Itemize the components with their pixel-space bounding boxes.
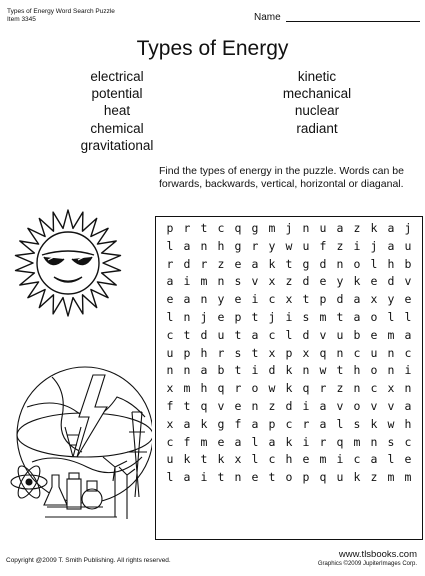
puzzle-letter[interactable]: r bbox=[234, 381, 242, 396]
puzzle-letter[interactable]: i bbox=[285, 309, 293, 324]
puzzle-letter[interactable]: k bbox=[200, 416, 208, 431]
puzzle-letter[interactable]: x bbox=[285, 292, 293, 307]
puzzle-row bbox=[156, 309, 422, 327]
puzzle-letter[interactable]: g bbox=[217, 416, 225, 431]
puzzle-letter[interactable]: s bbox=[302, 309, 310, 324]
puzzle-letter[interactable]: x bbox=[268, 345, 276, 360]
puzzle-letter[interactable]: z bbox=[370, 470, 378, 485]
puzzle-letter[interactable]: a bbox=[387, 238, 395, 253]
puzzle-letter[interactable]: b bbox=[217, 363, 225, 378]
puzzle-letter[interactable]: c bbox=[353, 345, 361, 360]
puzzle-row bbox=[156, 434, 422, 452]
puzzle-letter[interactable]: a bbox=[370, 452, 378, 467]
puzzle-letter[interactable]: d bbox=[285, 398, 293, 413]
puzzle-letter[interactable]: c bbox=[268, 292, 276, 307]
puzzle-letter[interactable]: n bbox=[251, 398, 259, 413]
page-title: Types of Energy bbox=[136, 37, 289, 60]
puzzle-letter[interactable]: q bbox=[217, 381, 225, 396]
puzzle-letter[interactable]: m bbox=[268, 221, 276, 235]
puzzle-letter[interactable]: i bbox=[183, 274, 191, 289]
puzzle-letter[interactable]: t bbox=[217, 470, 225, 485]
puzzle-letter[interactable]: p bbox=[268, 416, 276, 431]
puzzle-letter[interactable]: p bbox=[234, 309, 242, 324]
puzzle-letter[interactable]: h bbox=[200, 381, 208, 396]
puzzle-letter[interactable]: z bbox=[285, 274, 293, 289]
puzzle-letter[interactable]: q bbox=[319, 345, 327, 360]
puzzle-letter[interactable]: y bbox=[217, 292, 225, 307]
puzzle-letter[interactable]: t bbox=[234, 363, 242, 378]
puzzle-letter[interactable]: v bbox=[217, 398, 225, 413]
puzzle-letter[interactable]: r bbox=[217, 345, 225, 360]
puzzle-letter[interactable]: e bbox=[166, 292, 174, 307]
puzzle-letter[interactable]: z bbox=[336, 238, 344, 253]
puzzle-letter[interactable]: h bbox=[217, 238, 225, 253]
puzzle-letter[interactable]: a bbox=[183, 292, 191, 307]
puzzle-letter[interactable]: t bbox=[285, 256, 293, 271]
energy-word: gravitational bbox=[80, 137, 154, 153]
puzzle-letter[interactable]: h bbox=[285, 452, 293, 467]
puzzle-letter[interactable]: a bbox=[183, 238, 191, 253]
puzzle-letter[interactable]: o bbox=[285, 470, 293, 485]
puzzle-letter[interactable]: n bbox=[200, 292, 208, 307]
puzzle-letter[interactable]: r bbox=[319, 434, 327, 449]
puzzle-letter[interactable]: x bbox=[166, 416, 174, 431]
puzzle-row bbox=[156, 416, 422, 434]
puzzle-letter[interactable]: n bbox=[183, 363, 191, 378]
puzzle-letter[interactable]: m bbox=[183, 381, 191, 396]
puzzle-letter[interactable]: e bbox=[234, 292, 242, 307]
puzzle-letter[interactable]: c bbox=[217, 221, 225, 235]
puzzle-letter[interactable]: a bbox=[353, 292, 361, 307]
puzzle-letter[interactable]: n bbox=[387, 363, 395, 378]
energy-word: heat bbox=[103, 103, 131, 119]
puzzle-letter[interactable]: u bbox=[370, 345, 378, 360]
puzzle-letter[interactable]: c bbox=[404, 434, 412, 449]
puzzle-letter[interactable]: a bbox=[251, 256, 259, 271]
puzzle-letter[interactable]: n bbox=[302, 363, 310, 378]
puzzle-letter[interactable]: j bbox=[285, 221, 293, 235]
puzzle-letter[interactable]: s bbox=[353, 416, 361, 431]
puzzle-letter[interactable]: u bbox=[336, 470, 344, 485]
puzzle-letter[interactable]: p bbox=[166, 221, 174, 235]
puzzle-letter[interactable]: n bbox=[336, 345, 344, 360]
puzzle-letter[interactable]: k bbox=[285, 434, 293, 449]
puzzle-letter[interactable]: q bbox=[336, 434, 344, 449]
puzzle-letter[interactable]: l bbox=[166, 238, 174, 253]
puzzle-letter[interactable]: u bbox=[166, 452, 174, 467]
puzzle-letter[interactable]: a bbox=[319, 416, 327, 431]
puzzle-letter[interactable]: e bbox=[370, 274, 378, 289]
puzzle-row bbox=[156, 380, 422, 398]
copyright: Copyright @2009 T. Smith Publishing. All rights reserved. bbox=[6, 557, 171, 564]
puzzle-letter[interactable]: c bbox=[268, 327, 276, 342]
puzzle-letter[interactable]: y bbox=[268, 238, 276, 253]
puzzle-row bbox=[156, 327, 422, 345]
puzzle-letter[interactable]: v bbox=[387, 398, 395, 413]
puzzle-letter[interactable]: k bbox=[285, 381, 293, 396]
puzzle-letter[interactable]: f bbox=[319, 238, 327, 253]
puzzle-letter[interactable]: n bbox=[353, 381, 361, 396]
puzzle-letter[interactable]: c bbox=[166, 434, 174, 449]
puzzle-letter[interactable]: m bbox=[353, 434, 361, 449]
puzzle-letter[interactable]: y bbox=[387, 292, 395, 307]
puzzle-letter[interactable]: a bbox=[166, 274, 174, 289]
puzzle-letter[interactable]: d bbox=[200, 327, 208, 342]
puzzle-letter[interactable]: e bbox=[404, 292, 412, 307]
puzzle-letter[interactable]: f bbox=[183, 434, 191, 449]
puzzle-letter[interactable]: k bbox=[285, 363, 293, 378]
puzzle-letter[interactable]: s bbox=[387, 434, 395, 449]
puzzle-letter[interactable]: a bbox=[234, 434, 242, 449]
puzzle-letter[interactable]: t bbox=[200, 221, 208, 235]
puzzle-letter[interactable]: r bbox=[200, 256, 208, 271]
puzzle-letter[interactable]: z bbox=[217, 256, 225, 271]
puzzle-letter[interactable]: c bbox=[404, 345, 412, 360]
puzzle-letter[interactable]: c bbox=[268, 452, 276, 467]
item-number: Item 3345 bbox=[7, 16, 36, 23]
puzzle-letter[interactable]: m bbox=[319, 309, 327, 324]
puzzle-letter[interactable]: h bbox=[200, 345, 208, 360]
puzzle-letter[interactable]: g bbox=[251, 221, 259, 235]
puzzle-letter[interactable]: p bbox=[285, 345, 293, 360]
puzzle-row bbox=[156, 273, 422, 291]
puzzle-letter[interactable]: z bbox=[353, 221, 361, 235]
puzzle-letter[interactable]: u bbox=[217, 327, 225, 342]
puzzle-letter[interactable]: i bbox=[251, 363, 259, 378]
puzzle-letter[interactable]: j bbox=[200, 309, 208, 324]
worksheet-title-small: Types of Energy Word Search Puzzle bbox=[7, 8, 115, 15]
puzzle-row bbox=[156, 291, 422, 309]
puzzle-letter[interactable]: n bbox=[183, 309, 191, 324]
puzzle-letter[interactable]: x bbox=[302, 345, 310, 360]
puzzle-letter[interactable]: c bbox=[166, 327, 174, 342]
puzzle-letter[interactable]: a bbox=[251, 327, 259, 342]
puzzle-letter[interactable]: t bbox=[251, 309, 259, 324]
puzzle-letter[interactable]: h bbox=[387, 256, 395, 271]
puzzle-letter[interactable]: b bbox=[353, 327, 361, 342]
puzzle-letter[interactable]: t bbox=[183, 327, 191, 342]
puzzle-letter[interactable]: n bbox=[166, 363, 174, 378]
puzzle-letter[interactable]: k bbox=[370, 416, 378, 431]
puzzle-letter[interactable]: i bbox=[302, 398, 310, 413]
puzzle-letter[interactable]: v bbox=[319, 327, 327, 342]
instructions: Find the types of energy in the puzzle. Words can be forwards, backwards, vertical, horizontal or diaganal. bbox=[159, 165, 404, 191]
puzzle-row bbox=[156, 398, 422, 416]
puzzle-letter[interactable]: b bbox=[404, 256, 412, 271]
puzzle-letter[interactable]: q bbox=[319, 470, 327, 485]
word-list-left bbox=[62, 68, 172, 154]
puzzle-letter[interactable]: a bbox=[183, 470, 191, 485]
puzzle-letter[interactable]: c bbox=[370, 381, 378, 396]
puzzle-letter[interactable]: f bbox=[234, 416, 242, 431]
puzzle-letter[interactable]: l bbox=[251, 434, 259, 449]
puzzle-letter[interactable]: m bbox=[404, 470, 412, 485]
energy-word: radiant bbox=[296, 120, 338, 136]
puzzle-row bbox=[156, 256, 422, 274]
puzzle-letter[interactable]: i bbox=[200, 470, 208, 485]
puzzle-letter[interactable]: v bbox=[251, 274, 259, 289]
puzzle-letter[interactable]: m bbox=[387, 327, 395, 342]
puzzle-letter[interactable]: l bbox=[404, 309, 412, 324]
puzzle-letter[interactable]: r bbox=[166, 256, 174, 271]
puzzle-letter[interactable]: a bbox=[200, 363, 208, 378]
puzzle-letter[interactable]: e bbox=[370, 327, 378, 342]
puzzle-letter[interactable]: o bbox=[353, 256, 361, 271]
puzzle-letter[interactable]: a bbox=[268, 434, 276, 449]
puzzle-letter[interactable]: u bbox=[404, 238, 412, 253]
name-label: Name bbox=[254, 12, 281, 23]
puzzle-letter[interactable]: t bbox=[302, 292, 310, 307]
puzzle-letter[interactable]: v bbox=[404, 274, 412, 289]
puzzle-letter[interactable]: p bbox=[183, 345, 191, 360]
puzzle-letter[interactable]: l bbox=[336, 416, 344, 431]
puzzle-letter[interactable]: d bbox=[319, 256, 327, 271]
puzzle-letter[interactable]: n bbox=[200, 238, 208, 253]
puzzle-letter[interactable]: g bbox=[234, 238, 242, 253]
puzzle-letter[interactable]: n bbox=[387, 345, 395, 360]
puzzle-letter[interactable]: a bbox=[353, 309, 361, 324]
puzzle-row bbox=[156, 220, 422, 238]
puzzle-letter[interactable]: r bbox=[251, 238, 259, 253]
puzzle-letter[interactable]: o bbox=[353, 398, 361, 413]
puzzle-letter[interactable]: n bbox=[234, 470, 242, 485]
puzzle-letter[interactable]: k bbox=[353, 274, 361, 289]
puzzle-letter[interactable]: t bbox=[268, 470, 276, 485]
energy-word: nuclear bbox=[294, 103, 340, 119]
puzzle-letter[interactable]: j bbox=[370, 238, 378, 253]
puzzle-letter[interactable]: a bbox=[387, 221, 395, 235]
puzzle-letter[interactable]: a bbox=[319, 398, 327, 413]
puzzle-letter[interactable]: e bbox=[217, 434, 225, 449]
puzzle-letter[interactable]: q bbox=[200, 398, 208, 413]
puzzle-letter[interactable]: u bbox=[319, 221, 327, 235]
puzzle-letter[interactable]: p bbox=[319, 292, 327, 307]
puzzle-letter[interactable]: d bbox=[302, 274, 310, 289]
puzzle-letter[interactable]: t bbox=[200, 452, 208, 467]
name-line[interactable] bbox=[286, 21, 420, 22]
puzzle-letter[interactable]: s bbox=[234, 274, 242, 289]
puzzle-letter[interactable]: a bbox=[404, 327, 412, 342]
word-search-grid bbox=[155, 216, 423, 540]
puzzle-letter[interactable]: r bbox=[302, 416, 310, 431]
puzzle-letter[interactable]: x bbox=[234, 452, 242, 467]
puzzle-letter[interactable]: d bbox=[268, 363, 276, 378]
puzzle-letter[interactable]: m bbox=[200, 434, 208, 449]
puzzle-letter[interactable]: l bbox=[387, 452, 395, 467]
puzzle-letter[interactable]: l bbox=[370, 256, 378, 271]
puzzle-letter[interactable]: t bbox=[183, 398, 191, 413]
puzzle-letter[interactable]: m bbox=[387, 470, 395, 485]
puzzle-letter[interactable]: o bbox=[251, 381, 259, 396]
puzzle-letter[interactable]: w bbox=[285, 238, 293, 253]
puzzle-letter[interactable]: p bbox=[302, 470, 310, 485]
puzzle-letter[interactable]: l bbox=[387, 309, 395, 324]
puzzle-letter[interactable]: d bbox=[302, 327, 310, 342]
puzzle-letter[interactable]: o bbox=[370, 309, 378, 324]
puzzle-letter[interactable]: v bbox=[370, 398, 378, 413]
puzzle-letter[interactable]: e bbox=[319, 274, 327, 289]
puzzle-letter[interactable]: h bbox=[353, 363, 361, 378]
puzzle-letter[interactable]: e bbox=[404, 452, 412, 467]
puzzle-letter[interactable]: x bbox=[268, 274, 276, 289]
puzzle-letter[interactable]: t bbox=[251, 345, 259, 360]
puzzle-letter[interactable]: e bbox=[217, 309, 225, 324]
puzzle-letter[interactable]: k bbox=[183, 452, 191, 467]
energy-word: electrical bbox=[90, 69, 144, 84]
puzzle-letter[interactable]: t bbox=[336, 363, 344, 378]
energy-word: kinetic bbox=[297, 69, 337, 84]
puzzle-letter[interactable]: l bbox=[285, 327, 293, 342]
puzzle-letter[interactable]: x bbox=[387, 381, 395, 396]
puzzle-letter[interactable]: k bbox=[217, 452, 225, 467]
puzzle-letter[interactable]: r bbox=[319, 381, 327, 396]
puzzle-letter[interactable]: h bbox=[404, 416, 412, 431]
puzzle-row bbox=[156, 238, 422, 256]
puzzle-letter[interactable]: e bbox=[234, 256, 242, 271]
puzzle-letter[interactable]: u bbox=[302, 238, 310, 253]
puzzle-letter[interactable]: m bbox=[319, 452, 327, 467]
puzzle-letter[interactable]: a bbox=[183, 416, 191, 431]
puzzle-letter[interactable]: c bbox=[285, 416, 293, 431]
puzzle-row bbox=[156, 469, 422, 487]
puzzle-letter[interactable]: m bbox=[200, 274, 208, 289]
puzzle-letter[interactable]: i bbox=[302, 434, 310, 449]
puzzle-letter[interactable]: d bbox=[183, 256, 191, 271]
energy-word: mechanical bbox=[282, 86, 352, 102]
puzzle-letter[interactable]: l bbox=[166, 309, 174, 324]
puzzle-row bbox=[156, 451, 422, 469]
puzzle-letter[interactable]: d bbox=[336, 292, 344, 307]
puzzle-letter[interactable]: v bbox=[336, 398, 344, 413]
sun-with-sunglasses-icon bbox=[12, 207, 124, 319]
puzzle-letter[interactable]: e bbox=[251, 470, 259, 485]
puzzle-letter[interactable]: a bbox=[336, 221, 344, 235]
puzzle-letter[interactable]: n bbox=[302, 221, 310, 235]
puzzle-letter[interactable]: n bbox=[404, 381, 412, 396]
puzzle-letter[interactable]: k bbox=[268, 256, 276, 271]
website-link[interactable]: www.tlsbooks.com bbox=[338, 549, 417, 560]
puzzle-letter[interactable]: x bbox=[370, 292, 378, 307]
puzzle-letter[interactable]: o bbox=[370, 363, 378, 378]
word-list-right bbox=[262, 68, 372, 137]
energy-word: potential bbox=[91, 86, 143, 102]
puzzle-letter[interactable]: z bbox=[336, 381, 344, 396]
puzzle-letter[interactable]: l bbox=[166, 470, 174, 485]
puzzle-letter[interactable]: e bbox=[234, 398, 242, 413]
puzzle-letter[interactable]: g bbox=[302, 256, 310, 271]
puzzle-letter[interactable]: e bbox=[302, 452, 310, 467]
puzzle-letter[interactable]: w bbox=[387, 416, 395, 431]
puzzle-letter[interactable]: k bbox=[353, 470, 361, 485]
puzzle-letter[interactable]: c bbox=[353, 452, 361, 467]
puzzle-letter[interactable]: i bbox=[404, 363, 412, 378]
puzzle-letter[interactable]: l bbox=[251, 452, 259, 467]
puzzle-letter[interactable]: r bbox=[183, 221, 191, 235]
puzzle-row bbox=[156, 362, 422, 380]
globe-energy-sources-icon bbox=[7, 357, 152, 527]
puzzle-letter[interactable]: k bbox=[370, 221, 378, 235]
puzzle-letter[interactable]: i bbox=[336, 452, 344, 467]
puzzle-letter[interactable]: u bbox=[166, 345, 174, 360]
puzzle-letter[interactable]: n bbox=[370, 434, 378, 449]
puzzle-letter[interactable]: n bbox=[217, 274, 225, 289]
puzzle-letter[interactable]: q bbox=[302, 381, 310, 396]
energy-word: chemical bbox=[90, 120, 144, 136]
puzzle-letter[interactable]: s bbox=[234, 345, 242, 360]
puzzle-letter[interactable]: a bbox=[251, 416, 259, 431]
puzzle-letter[interactable]: j bbox=[404, 221, 412, 235]
puzzle-letter[interactable]: n bbox=[336, 256, 344, 271]
puzzle-letter[interactable]: x bbox=[166, 381, 174, 396]
puzzle-letter[interactable]: i bbox=[353, 238, 361, 253]
puzzle-letter[interactable]: t bbox=[336, 309, 344, 324]
puzzle-letter[interactable]: t bbox=[234, 327, 242, 342]
puzzle-letter[interactable]: w bbox=[268, 381, 276, 396]
graphics-credit: Graphics ©2009 JupiterImages Corp. bbox=[317, 561, 417, 567]
puzzle-row bbox=[156, 345, 422, 363]
puzzle-letter[interactable]: f bbox=[166, 398, 174, 413]
puzzle-letter[interactable]: j bbox=[268, 309, 276, 324]
puzzle-letter[interactable]: w bbox=[319, 363, 327, 378]
puzzle-letter[interactable]: d bbox=[387, 274, 395, 289]
puzzle-letter[interactable]: u bbox=[336, 327, 344, 342]
puzzle-letter[interactable]: z bbox=[268, 398, 276, 413]
puzzle-letter[interactable]: i bbox=[251, 292, 259, 307]
puzzle-letter[interactable]: y bbox=[336, 274, 344, 289]
puzzle-letter[interactable]: a bbox=[404, 398, 412, 413]
puzzle-letter[interactable]: q bbox=[234, 221, 242, 235]
